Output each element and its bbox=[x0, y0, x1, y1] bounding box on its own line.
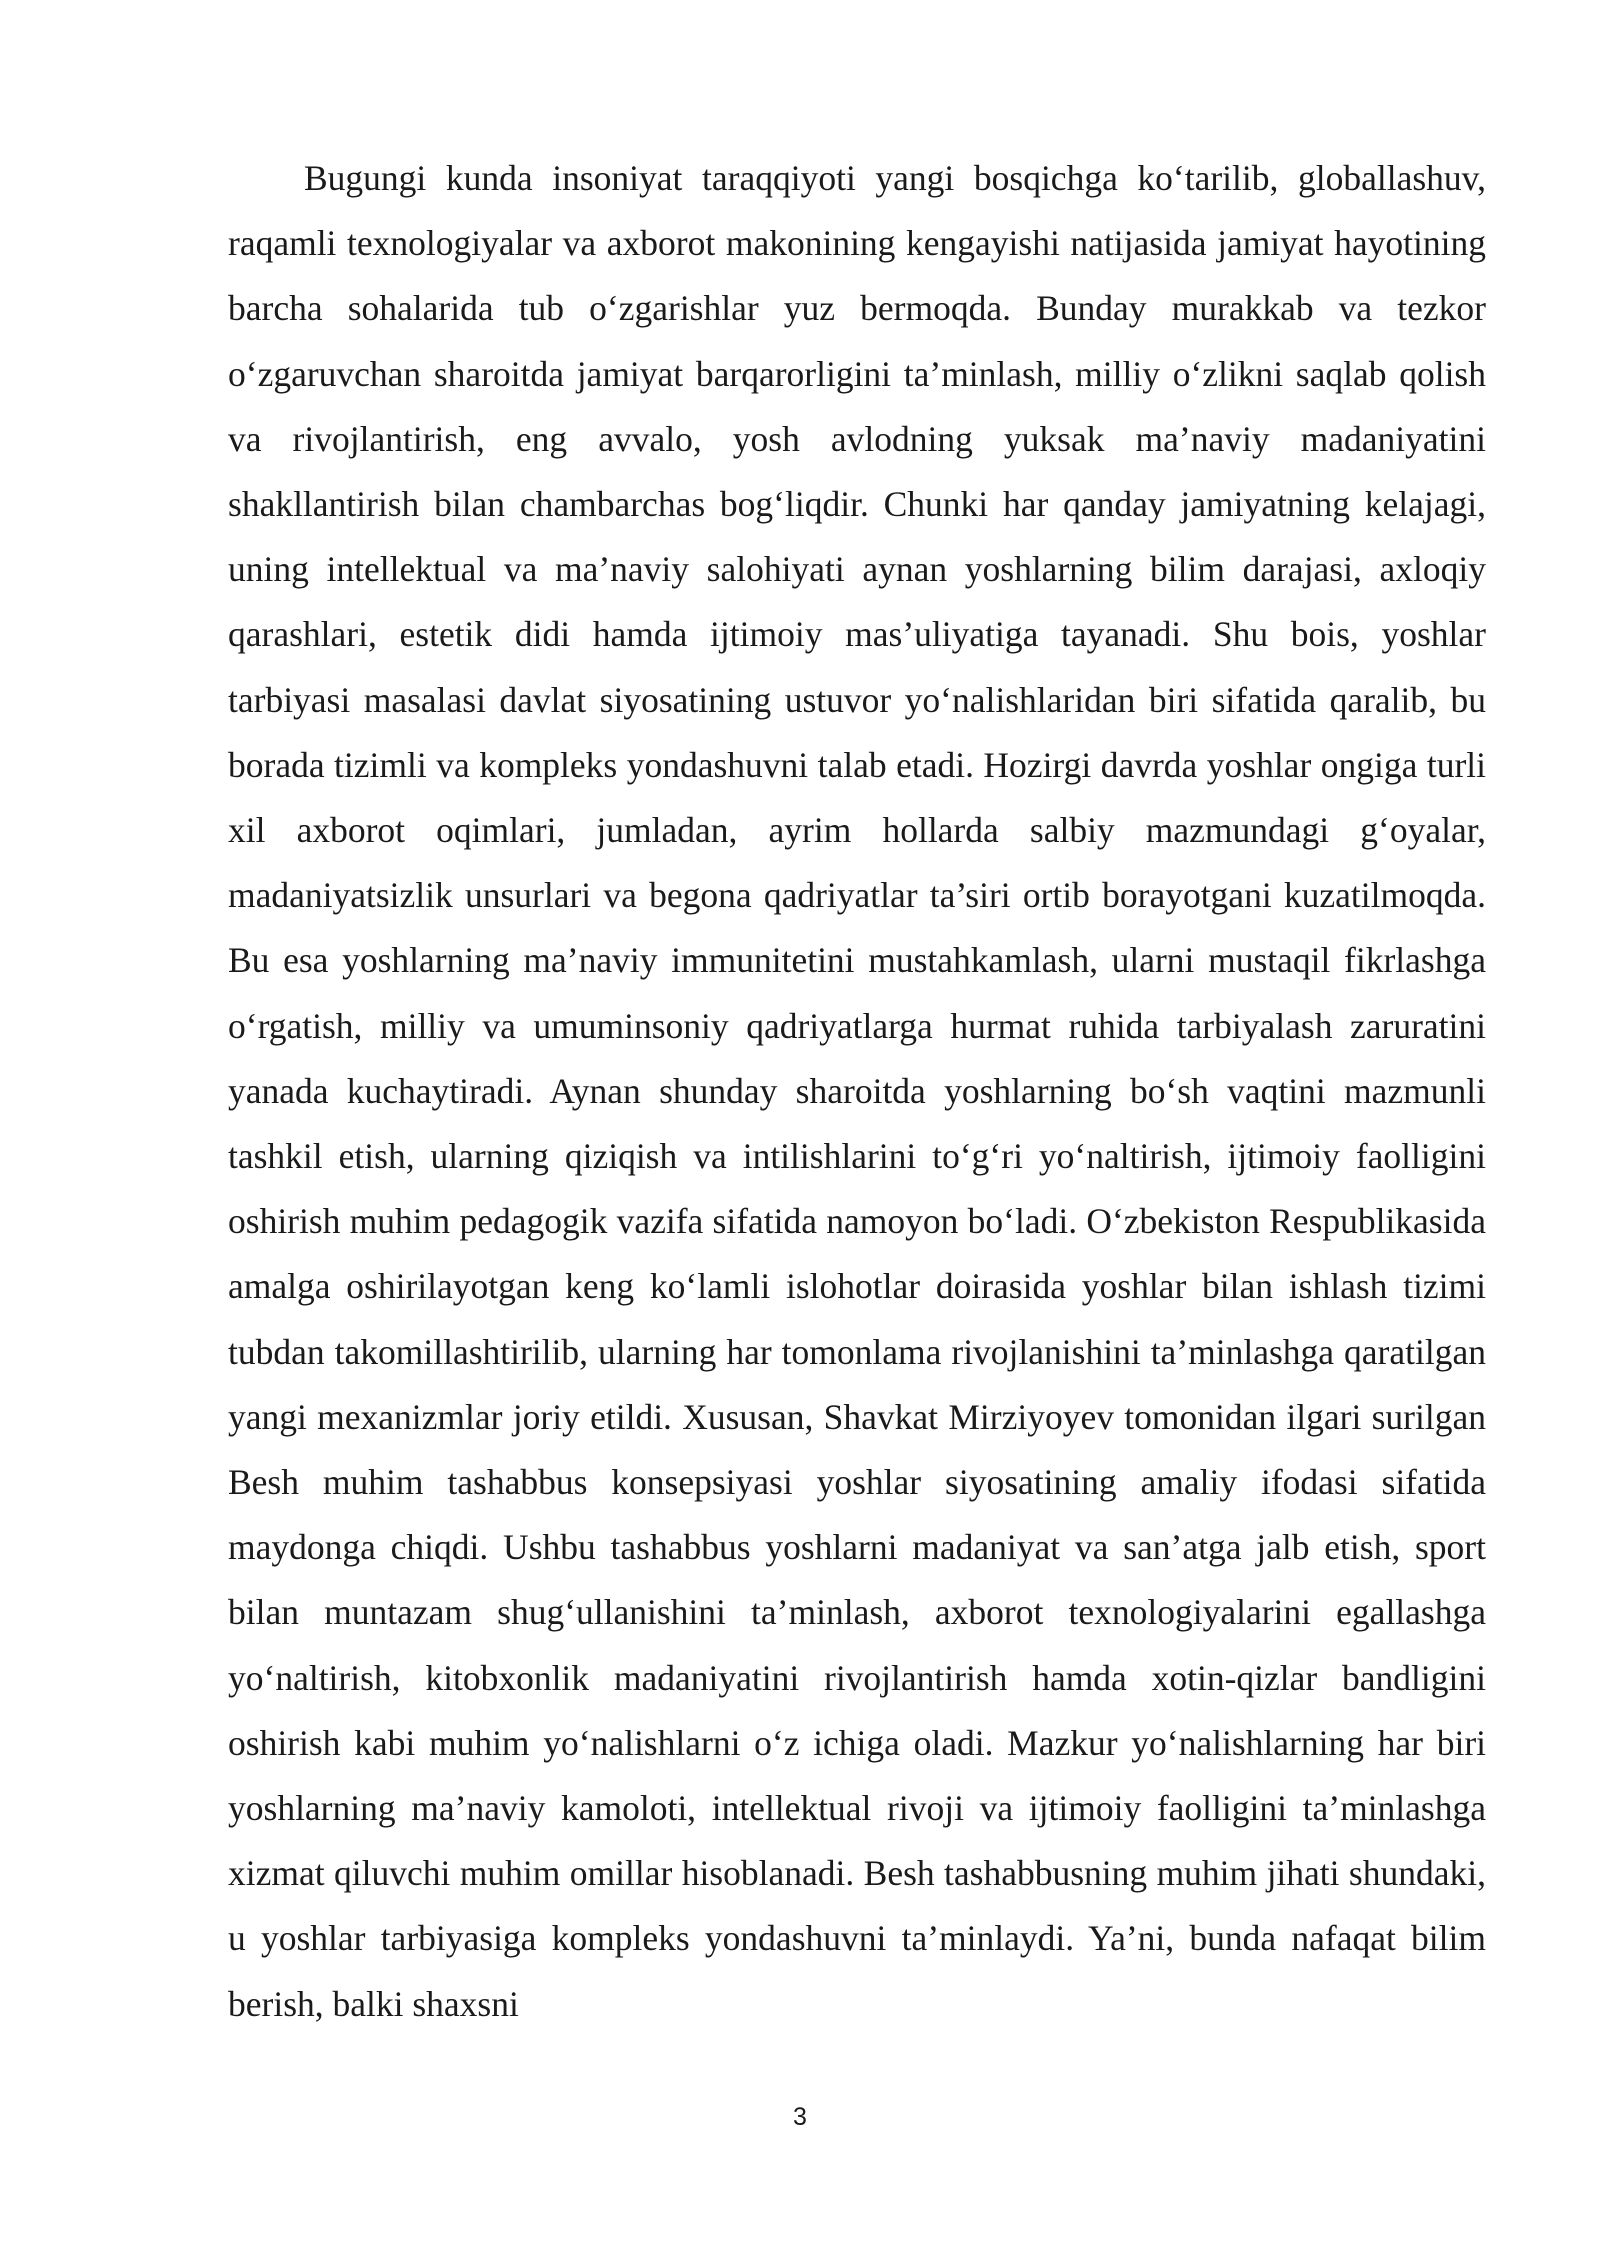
body-paragraph: Bugungi kunda insoniyat taraqqiyoti yangi bosqichga ko‘tarilib, globallashuv, raqamli texnologiyalar va axborot makonining kengayishi natijasida jamiyat hayotining barcha sohalarida tub o‘zgarishlar yuz bermoqda. Bunday murakkab va tezkor o‘zgaruvchan sharoitda jamiyat barqarorligini ta’minlash, milliy o‘zlikni saqlab qolish va rivojlantirish, eng avvalo, yosh avlodning yuksak ma’naviy madaniyatini shakllantirish bilan chambarchas bog‘liqdir. Chunki har qanday jamiyatning kelajagi, uning intellektual va ma’naviy salohiyati aynan yoshlarning bilim darajasi, axloqiy qarashlari, estetik didi hamda ijtimoiy mas’uliyatiga tayanadi. Shu bois, yoshlar tarbiyasi masalasi davlat siyosatining ustuvor yo‘nalishlaridan biri sifatida qaralib, bu borada tizimli va kompleks yondashuvni talab etadi. Hozirgi davrda yoshlar ongiga turli xil axborot oqimlari, jumladan, ayrim hollarda salbiy mazmundagi g‘oyalar, madaniyatsizlik unsurlari va begona qadriyatlar ta’siri ortib borayotgani kuzatilmoqda. Bu esa yoshlarning ma’naviy immunitetini mustahkamlash, ularni mustaqil fikrlashga o‘rgatish, milliy va umuminsoniy qadriyatlarga hurmat ruhida tarbiyalash zaruratini yanada kuchaytiradi. Aynan shunday sharoitda yoshlarning bo‘sh vaqtini mazmunli tashkil etish, ularning qiziqish va intilishlarini to‘g‘ri yo‘naltirish, ijtimoiy faolligini oshirish muhim pedagogik vazifa sifatida namoyon bo‘ladi. O‘zbekiston Respublikasida amalga oshirilayotgan keng ko‘lamli islohotlar doirasida yoshlar bilan ishlash tizimi tubdan takomillashtirilib, ularning har tomonlama rivojlanishini ta’minlashga qaratilgan yangi mexanizmlar joriy etildi. Xususan, Shavkat Mirziyoyev tomonidan ilgari surilgan Besh muhim tashabbus konsepsiyasi yoshlar siyosatining amaliy ifodasi sifatida maydonga chiqdi. Ushbu tashabbus yoshlarni madaniyat va san’atga jalb etish, sport bilan muntazam shug‘ullanishini ta’minlash, axborot texnologiyalarini egallashga yo‘naltirish, kitobxonlik madaniyatini rivojlantirish hamda xotin-qizlar bandligini oshirish kabi muhim yo‘nalishlarni o‘z ichiga oladi. Mazkur yo‘nalishlarning har biri yoshlarning ma’naviy kamoloti, intellektual rivoji va ijtimoiy faolligini ta’minlashga xizmat qiluvchi muhim omillar hisoblanadi. Besh tashabbusning muhim jihati shundaki, u yoshlar tarbiyasiga kompleks yondashuvni ta’minlaydi. Ya’ni, bunda nafaqat bilim berish, balki shaxsni bbox=[228, 158, 1486, 2024]
page-number: 3 bbox=[793, 2103, 807, 2131]
